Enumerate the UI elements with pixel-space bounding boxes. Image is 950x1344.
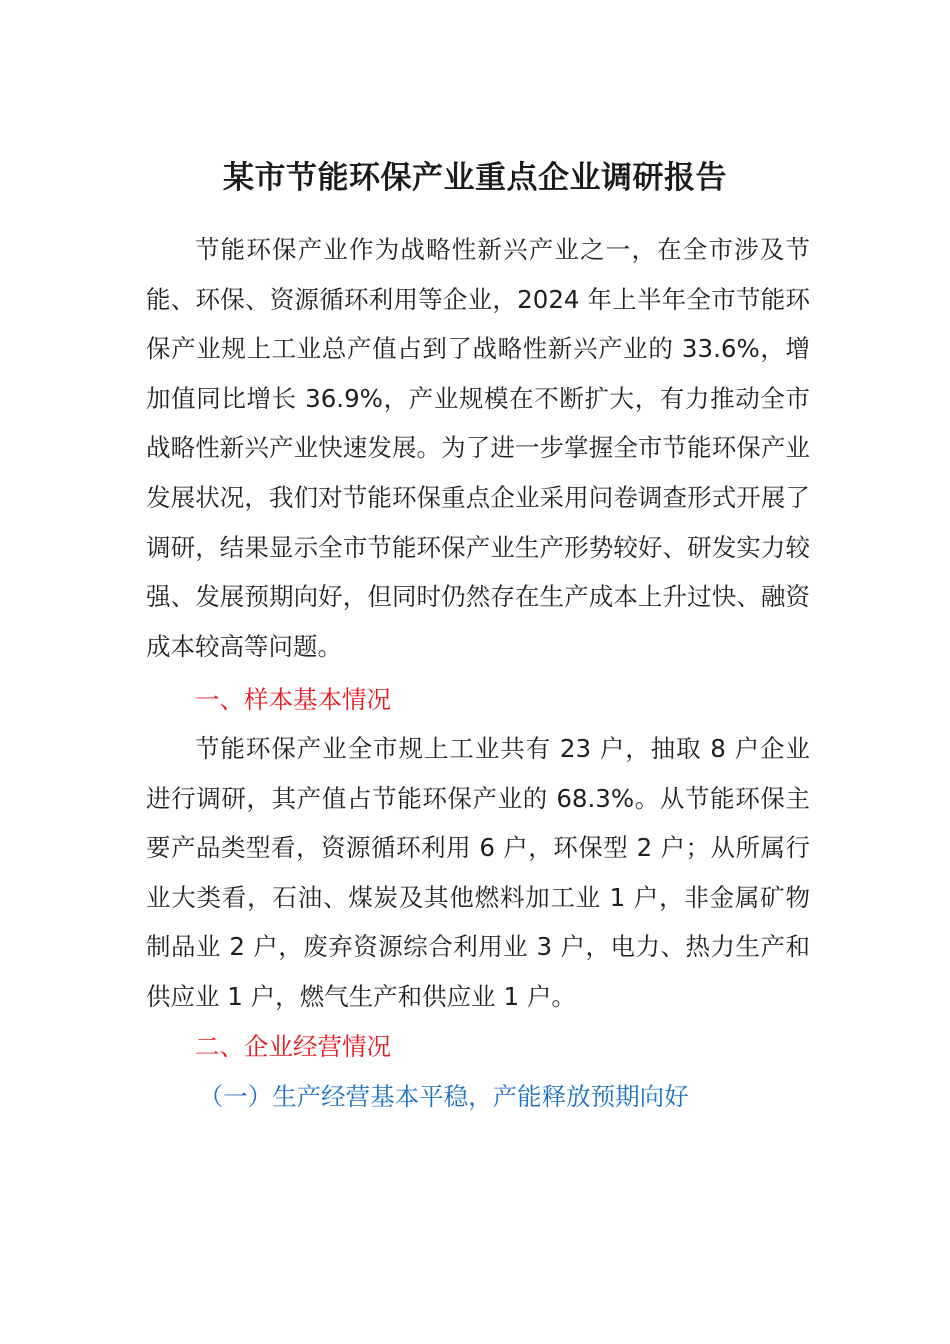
section-heading-operations: 二、企业经营情况	[195, 1032, 391, 1061]
intro-paragraph: 节能环保产业作为战略性新兴产业之一，在全市涉及节能、环保、资源循环利用等企业，2024 年上半年全市节能环保产业规上工业总产值占到了战略性新兴产业的 33.6%，增加值同比增长 36.9%，产业规模在不断扩大，有力推动全市战略性新兴产业快速发展。为了进一步掌握全市节能环保产业发展状况，我们对节能环保重点企业采用问卷调查形式开展了调研，结果显示全市节能环保产业生产形势较好、研发实力较强、发展预期向好，但同时仍然存在生产成本上升过快、融资成本较高等问题。	[146, 235, 810, 661]
subsection-heading-production: （一）生产经营基本平稳，产能释放预期向好	[198, 1082, 689, 1111]
document-title: 某市节能环保产业重点企业调研报告	[223, 160, 727, 196]
sample-paragraph: 节能环保产业全市规上工业共有 23 户，抽取 8 户企业进行调研，其产值占节能环保产业的 68.3%。从节能环保主要产品类型看，资源循环利用 6 户，环保型 2 户；从所属行业大类看，石油、煤炭及其他燃料加工业 1 户，非金属矿物制品业 2 户，废弃资源综合利用业 3 户，电力、热力生产和供应业 1 户，燃气生产和供应业 1 户。	[146, 734, 810, 1011]
section-heading-sample: 一、样本基本情况	[195, 685, 391, 714]
